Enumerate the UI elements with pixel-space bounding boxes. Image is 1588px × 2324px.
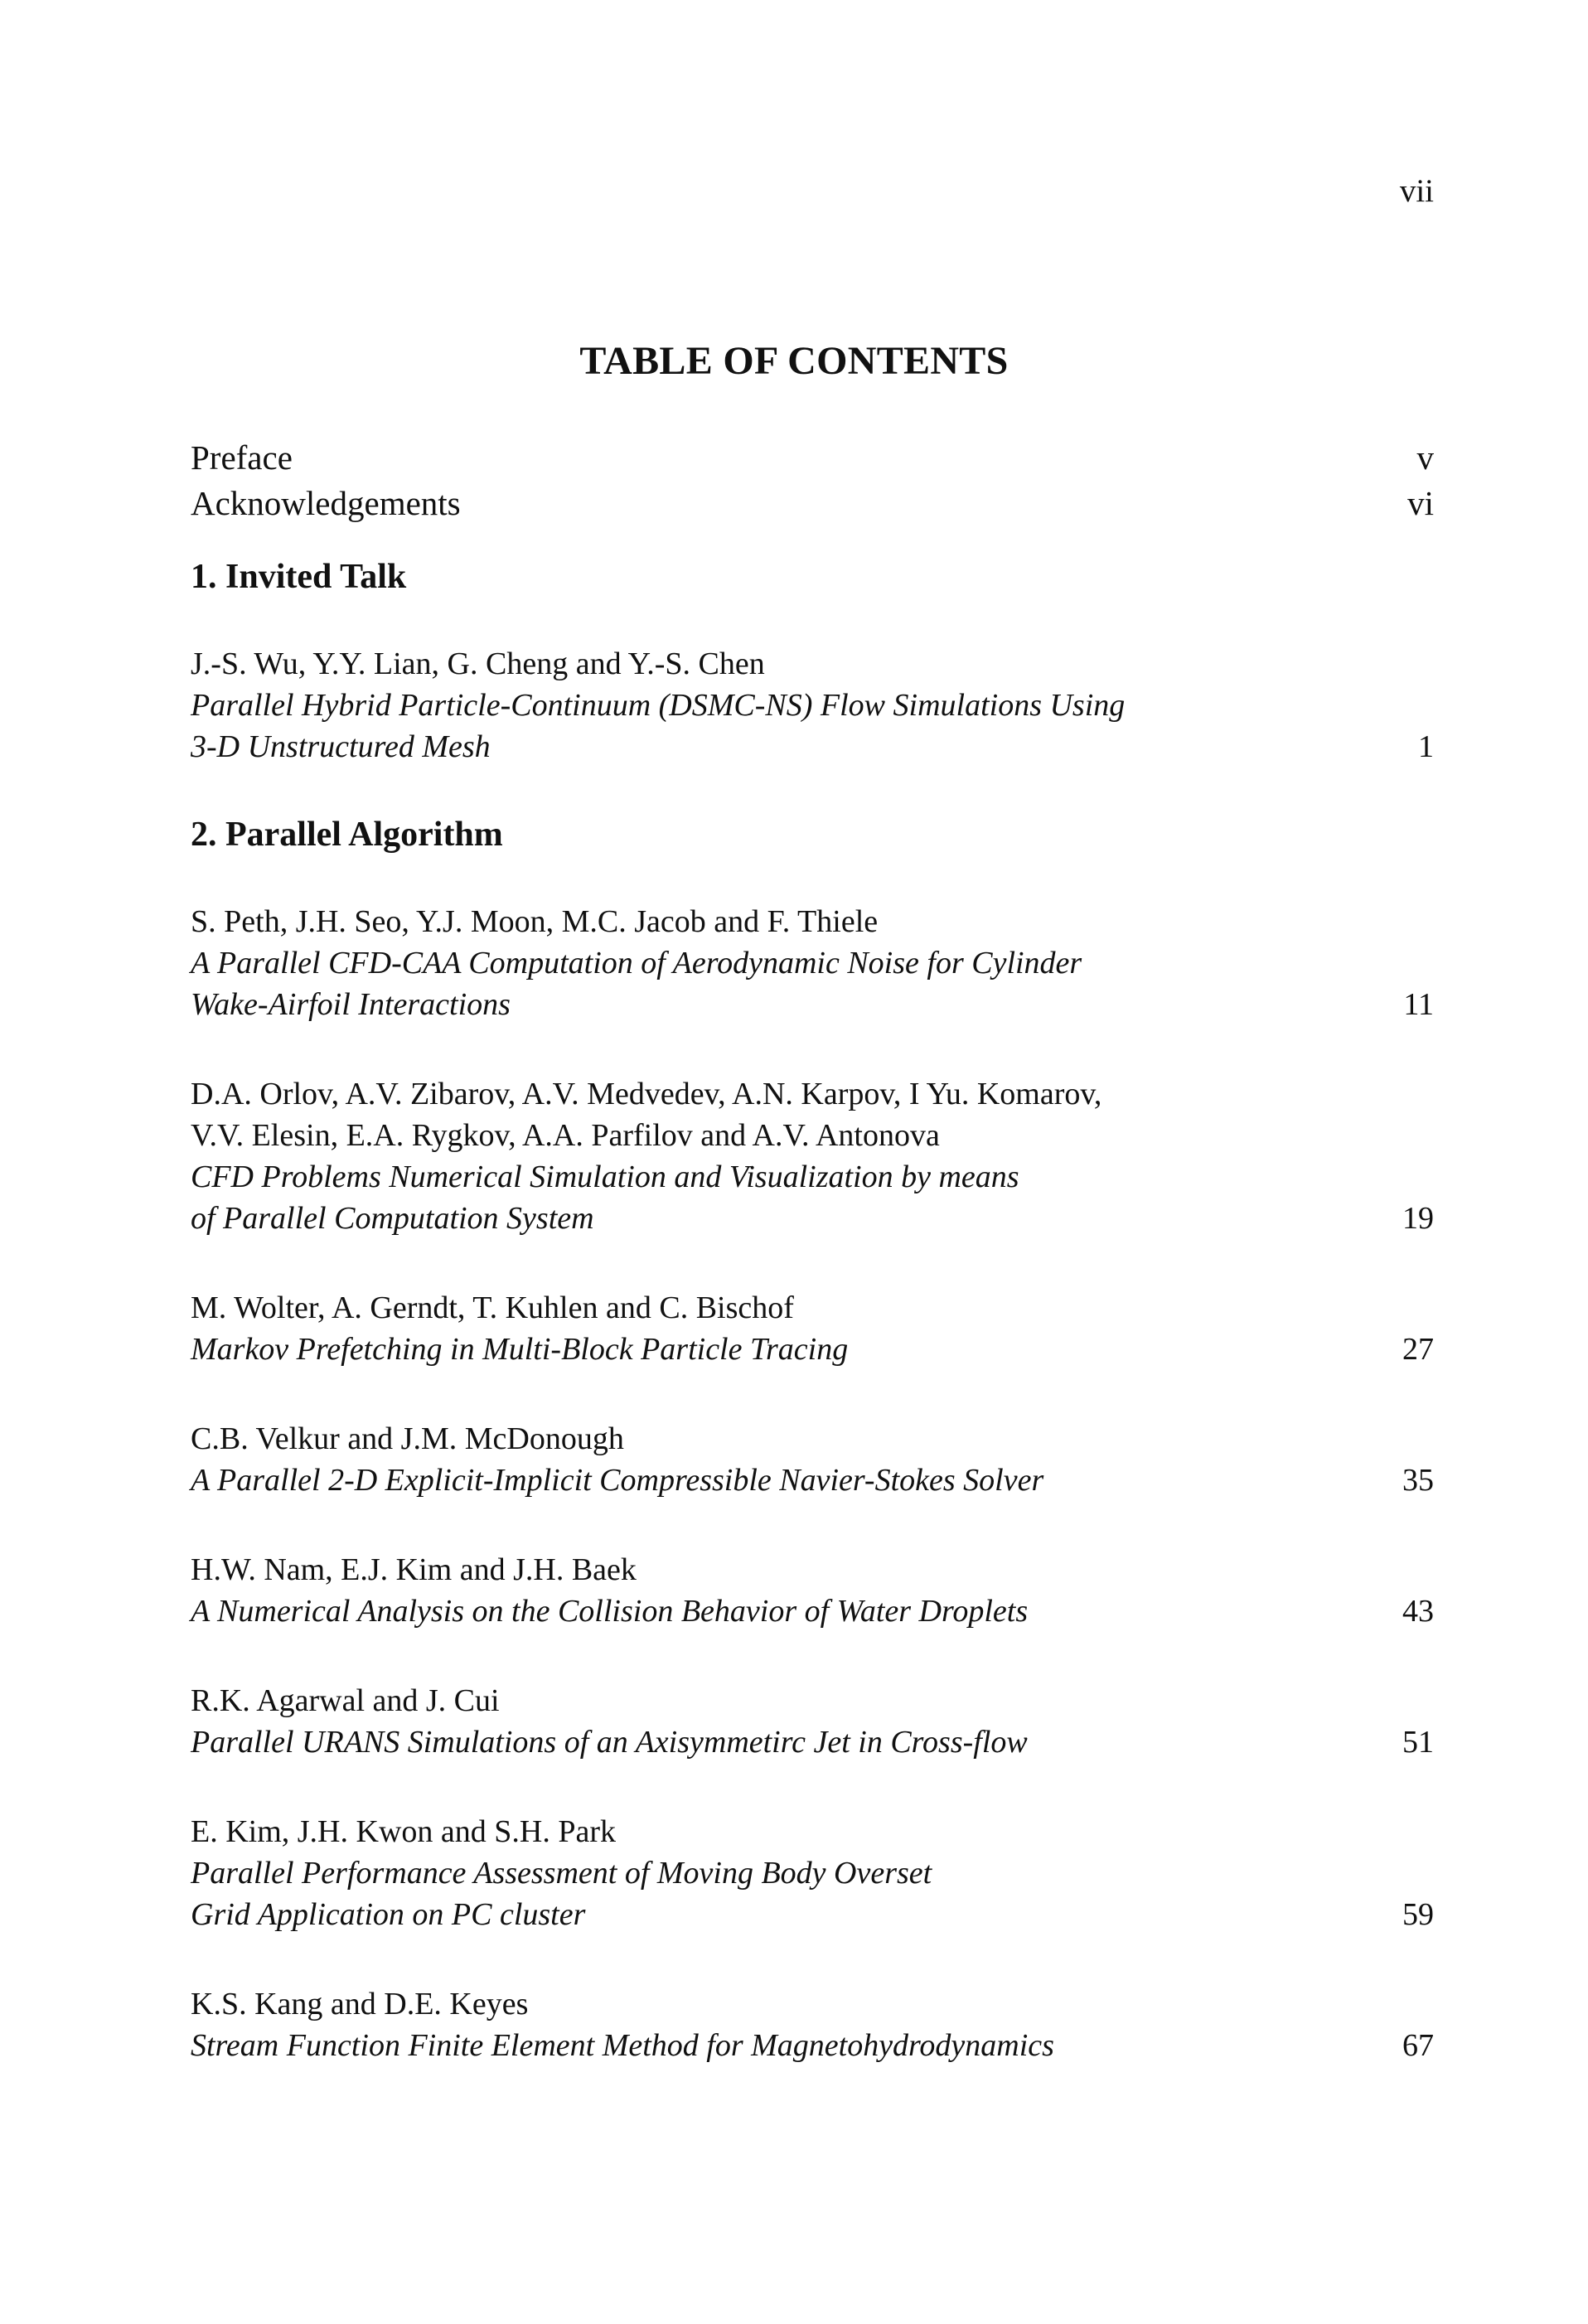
entry-title: A Parallel CFD-CAA Computation of Aerodynamic Noise for Cylinder Wake-Airfoil Interactions xyxy=(191,946,1082,1022)
section-heading: 2. Parallel Algorithm xyxy=(191,816,503,854)
toc-entry[interactable] xyxy=(191,1073,1434,1239)
entry-page: 35 xyxy=(1402,1463,1434,1498)
front-matter-label: Preface xyxy=(191,438,293,477)
entry-title: Parallel Hybrid Particle-Continuum (DSMC-NS) Flow Simulations Using 3-D Unstructured Mesh xyxy=(191,688,1126,764)
section-heading: 1. Invited Talk xyxy=(191,558,407,596)
entry-authors: S. Peth, J.H. Seo, Y.J. Moon, M.C. Jacob and F. Thiele xyxy=(191,904,879,939)
toc-entry[interactable] xyxy=(191,1811,1434,1935)
entry-title-row xyxy=(191,685,1434,767)
table-of-contents xyxy=(191,435,1434,2066)
entry-title: A Parallel 2-D Explicit-Implicit Compressible Navier-Stokes Solver xyxy=(191,1463,1044,1498)
toc-entry[interactable] xyxy=(191,1418,1434,1501)
entry-authors: K.S. Kang and D.E. Keyes xyxy=(191,1987,529,2021)
page-number: vii xyxy=(1399,173,1434,209)
page-title: TABLE OF CONTENTS xyxy=(579,339,1009,383)
entry-page: 19 xyxy=(1402,1201,1434,1236)
entry-authors: R.K. Agarwal and J. Cui xyxy=(191,1683,500,1718)
entry-title-row xyxy=(191,1156,1434,1239)
entry-authors: D.A. Orlov, A.V. Zibarov, A.V. Medvedev, A.N. Karpov, I Yu. Komarov, xyxy=(191,1077,1102,1111)
entry-page: 59 xyxy=(1402,1897,1434,1932)
front-matter-item-acknowledgements[interactable] xyxy=(191,481,1434,526)
toc-entry[interactable] xyxy=(191,643,1434,767)
entry-page: 51 xyxy=(1402,1725,1434,1760)
toc-entry[interactable] xyxy=(191,1287,1434,1370)
entry-title: Parallel URANS Simulations of an Axisymmetirc Jet in Cross-flow xyxy=(191,1725,1028,1760)
entry-authors: C.B. Velkur and J.M. McDonough xyxy=(191,1421,624,1456)
entry-authors: J.-S. Wu, Y.Y. Lian, G. Cheng and Y.-S. Chen xyxy=(191,646,765,681)
entry-title: Markov Prefetching in Multi-Block Particle Tracing xyxy=(191,1332,849,1367)
entry-title-row xyxy=(191,1329,1434,1370)
section-invited-talk xyxy=(191,554,1434,767)
front-matter-list xyxy=(191,435,1434,526)
entry-page: 11 xyxy=(1403,987,1434,1022)
entry-title-row xyxy=(191,1460,1434,1501)
entry-page: 27 xyxy=(1402,1332,1434,1367)
entry-title: CFD Problems Numerical Simulation and Visualization by means of Parallel Computation System xyxy=(191,1160,1019,1236)
entry-page: 1 xyxy=(1418,729,1434,764)
entry-authors: M. Wolter, A. Gerndt, T. Kuhlen and C. Bischof xyxy=(191,1290,794,1325)
entry-page: 67 xyxy=(1402,2028,1434,2063)
entry-authors: V.V. Elesin, E.A. Rygkov, A.A. Parfilov and A.V. Antonova xyxy=(191,1118,940,1153)
entry-title-row xyxy=(191,1590,1434,1632)
toc-entry[interactable] xyxy=(191,901,1434,1025)
front-matter-label: Acknowledgements xyxy=(191,484,461,522)
entry-title-row xyxy=(191,942,1434,1025)
toc-entry[interactable] xyxy=(191,1549,1434,1632)
entry-title: Stream Function Finite Element Method for Magnetohydrodynamics xyxy=(191,2028,1054,2063)
entry-title-row xyxy=(191,2025,1434,2066)
toc-entry[interactable] xyxy=(191,1680,1434,1763)
entry-authors: H.W. Nam, E.J. Kim and J.H. Baek xyxy=(191,1552,637,1587)
entry-title-row xyxy=(191,1721,1434,1763)
entry-page: 43 xyxy=(1402,1594,1434,1629)
front-matter-page: vi xyxy=(1407,484,1434,522)
front-matter-page: v xyxy=(1416,438,1434,477)
toc-entry[interactable] xyxy=(191,1983,1434,2066)
entry-title: Parallel Performance Assessment of Moving Body Overset Grid Application on PC cluster xyxy=(191,1856,932,1932)
front-matter-item-preface[interactable] xyxy=(191,435,1434,481)
entry-title-row xyxy=(191,1852,1434,1935)
entry-authors: E. Kim, J.H. Kwon and S.H. Park xyxy=(191,1814,616,1849)
entry-title: A Numerical Analysis on the Collision Behavior of Water Droplets xyxy=(191,1594,1029,1629)
section-parallel-algorithm xyxy=(191,812,1434,2066)
